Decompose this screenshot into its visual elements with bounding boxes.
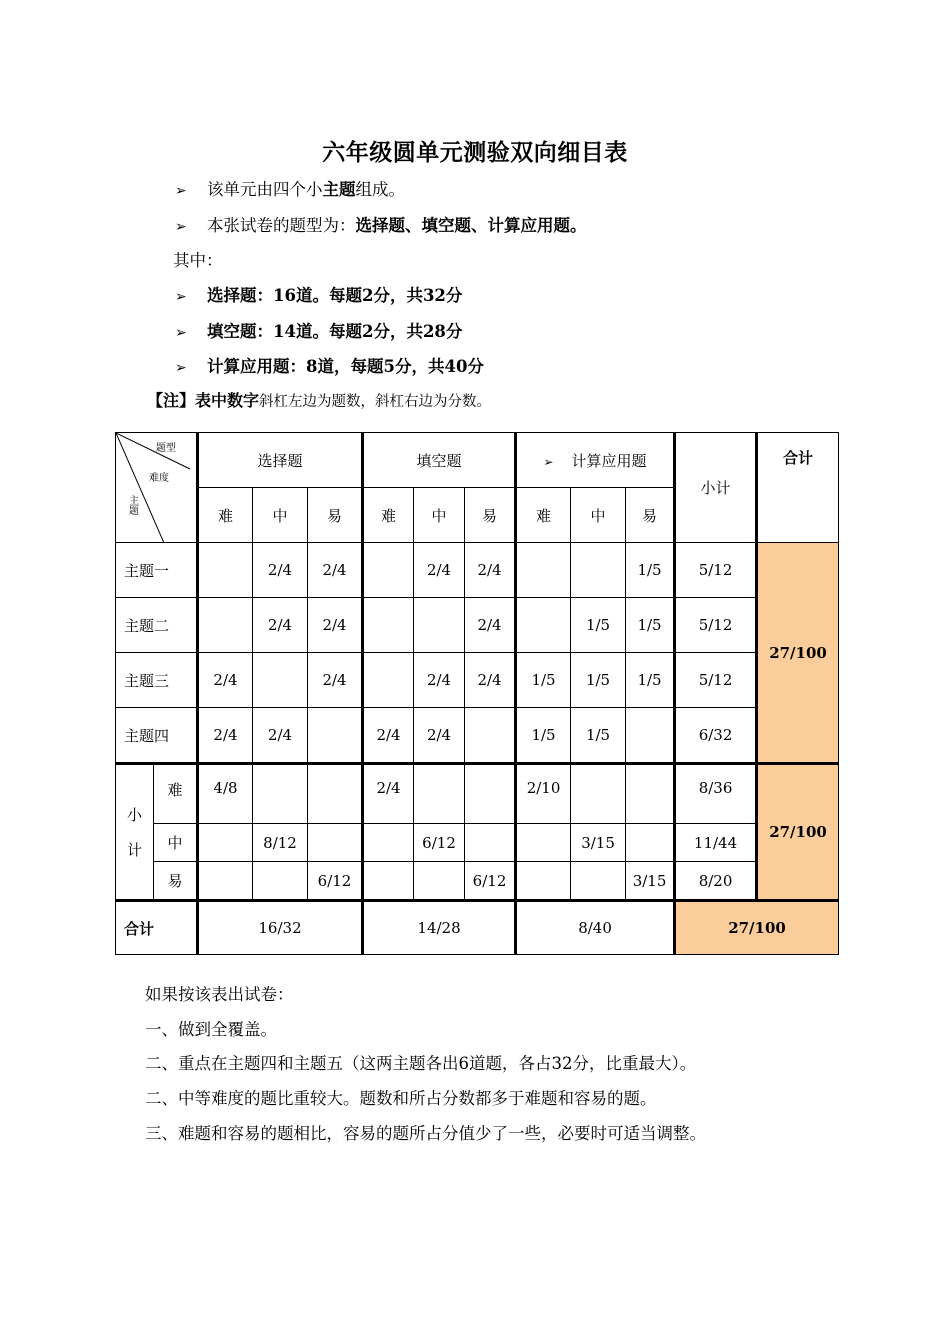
- table-cell: 2/4: [414, 543, 465, 598]
- table-cell: [516, 824, 571, 862]
- table-cell: [363, 598, 414, 653]
- table-cell: 6/12: [308, 862, 363, 901]
- table-cell: [308, 824, 363, 862]
- topic-label: 主题二: [116, 598, 198, 653]
- table-cell: [626, 824, 675, 862]
- table-cell: 1/5: [571, 653, 626, 708]
- table-row: [116, 824, 839, 862]
- group-header-calc: [516, 433, 675, 488]
- table-cell: 2/4: [253, 598, 308, 653]
- row-subtotal: 8/20: [675, 862, 757, 901]
- table-cell: 1/5: [626, 598, 675, 653]
- page-title: 六年级圆单元测验双向细目表: [322, 140, 628, 166]
- table-cell: 2/4: [253, 543, 308, 598]
- table-cell: 6/12: [465, 862, 516, 901]
- table-cell: 2/4: [414, 653, 465, 708]
- item-text: 填空题：14道。每题2分，共28分: [207, 322, 463, 341]
- level-header: 难: [363, 488, 414, 543]
- level-header: 易: [308, 488, 363, 543]
- intro-line-2: [175, 212, 587, 236]
- table-row: [116, 653, 839, 708]
- table-cell: [253, 653, 308, 708]
- table-cell: [198, 543, 253, 598]
- intro-item-choice: [175, 282, 462, 306]
- group-total: 14/28: [363, 901, 516, 955]
- table-cell: 2/4: [308, 543, 363, 598]
- table-cell: [253, 862, 308, 901]
- table-cell: [363, 824, 414, 862]
- level-header: 难: [198, 488, 253, 543]
- detail-table: [115, 432, 839, 955]
- corner-header-cell: [116, 433, 198, 543]
- total-col-header: 合计: [757, 433, 839, 543]
- topics-total-cell: 27/100: [757, 543, 839, 764]
- table-row: [116, 764, 839, 824]
- topic-label: 主题三: [116, 653, 198, 708]
- table-cell: 2/4: [198, 653, 253, 708]
- level-header: 中: [414, 488, 465, 543]
- table-cell: [465, 708, 516, 764]
- level-header: 中: [571, 488, 626, 543]
- table-cell: [308, 764, 363, 824]
- intro-text: 该单元由四个小: [207, 180, 323, 199]
- topic-label: 主题四: [116, 708, 198, 764]
- table-cell: 2/4: [465, 543, 516, 598]
- table-cell: [253, 764, 308, 824]
- table-cell: 1/5: [571, 598, 626, 653]
- subtotal-row-label: [116, 764, 154, 901]
- arrow-bullet-icon: ➢: [175, 289, 187, 305]
- level-header: 易: [465, 488, 516, 543]
- table-cell: 6/12: [414, 824, 465, 862]
- table-cell: 2/4: [363, 764, 414, 824]
- table-cell: [571, 543, 626, 598]
- note-bracket: 【注】: [147, 391, 196, 410]
- table-cell: [414, 862, 465, 901]
- table-cell: [414, 764, 465, 824]
- table-cell: [198, 598, 253, 653]
- level-header: 中: [253, 488, 308, 543]
- level-label: 中: [154, 824, 198, 862]
- table-cell: 2/4: [465, 653, 516, 708]
- table-cell: [308, 708, 363, 764]
- row-subtotal: 5/12: [675, 543, 757, 598]
- subtotal-label-char: 小: [126, 806, 142, 824]
- note-keyword: 表中数字: [195, 391, 260, 410]
- row-subtotal: 5/12: [675, 653, 757, 708]
- table-row: [116, 708, 839, 764]
- table-cell: [626, 708, 675, 764]
- table-cell: [414, 598, 465, 653]
- table-cell: [465, 824, 516, 862]
- item-text: 选择题：16道。每题2分，共32分: [207, 286, 463, 305]
- table-cell: [465, 764, 516, 824]
- table-row: [116, 862, 839, 901]
- question-types: 选择题、填空题、计算应用题。: [355, 216, 587, 235]
- intro-text: 组成。: [355, 180, 405, 199]
- level-label: 易: [154, 862, 198, 901]
- arrow-bullet-icon: ➢: [175, 183, 187, 199]
- intro-keyword: 主题: [322, 180, 356, 199]
- table-cell: [363, 862, 414, 901]
- table-cell: 8/12: [253, 824, 308, 862]
- table-cell: [516, 543, 571, 598]
- footer-line: 二、重点在主题四和主题五（这两主题各出6道题，各占32分，比重最大）。: [145, 1054, 697, 1073]
- level-label: 难: [154, 764, 198, 824]
- row-subtotal: 11/44: [675, 824, 757, 862]
- table-cell: [571, 862, 626, 901]
- table-cell: 1/5: [516, 653, 571, 708]
- intro-text: 本张试卷的题型为：: [207, 216, 356, 235]
- table-row: [116, 598, 839, 653]
- grand-total-cell: 27/100: [675, 901, 839, 955]
- table-cell: 3/15: [626, 862, 675, 901]
- intro-item-calc: [175, 353, 484, 377]
- table-cell: 2/4: [253, 708, 308, 764]
- table-cell: [516, 862, 571, 901]
- intro-line-3: 其中：: [173, 251, 223, 270]
- table-cell: 1/5: [516, 708, 571, 764]
- arrow-bullet-icon: ➢: [543, 454, 554, 469]
- item-text: 计算应用题：8道，每题5分，共40分: [207, 357, 484, 376]
- footer-line: 如果按该表出试卷：: [145, 985, 294, 1004]
- table-cell: 2/4: [308, 598, 363, 653]
- table-cell: 3/15: [571, 824, 626, 862]
- table-cell: 2/10: [516, 764, 571, 824]
- table-cell: 1/5: [571, 708, 626, 764]
- total-row-label: 合计: [116, 901, 198, 955]
- topic-label: 主题一: [116, 543, 198, 598]
- detail-table-wrap: [115, 432, 839, 955]
- group-header-calc-label: 计算应用题: [571, 451, 647, 470]
- row-subtotal: 8/36: [675, 764, 757, 824]
- footer-line: 二、中等难度的题比重较大。题数和所占分数都多于难题和容易的题。: [145, 1089, 657, 1108]
- group-total: 8/40: [516, 901, 675, 955]
- subtotal-col-header: 小计: [675, 433, 757, 543]
- footer-line: 一、做到全覆盖。: [145, 1020, 277, 1039]
- group-total: 16/32: [198, 901, 363, 955]
- group-header-fill: 填空题: [363, 433, 516, 488]
- table-cell: 1/5: [626, 653, 675, 708]
- corner-topic-label: 主题: [129, 496, 139, 517]
- footer-line: 三、难题和容易的题相比，容易的题所占分值少了一些，必要时可适当调整。: [145, 1124, 706, 1143]
- table-cell: [626, 764, 675, 824]
- level-header: 易: [626, 488, 675, 543]
- row-subtotal: 5/12: [675, 598, 757, 653]
- table-cell: 2/4: [363, 708, 414, 764]
- subtotal-label-char: 计: [126, 841, 142, 859]
- table-row: [116, 543, 839, 598]
- arrow-bullet-icon: ➢: [175, 219, 187, 235]
- table-cell: [198, 862, 253, 901]
- table-cell: 4/8: [198, 764, 253, 824]
- table-cell: [363, 653, 414, 708]
- table-note: [147, 388, 491, 411]
- table-cell: [363, 543, 414, 598]
- subtotals-total-cell: 27/100: [757, 764, 839, 901]
- table-cell: 2/4: [308, 653, 363, 708]
- table-cell: 2/4: [198, 708, 253, 764]
- table-cell: [516, 598, 571, 653]
- level-header: 难: [516, 488, 571, 543]
- intro-item-fill: [175, 318, 462, 342]
- table-cell: 2/4: [414, 708, 465, 764]
- note-text: 斜杠左边为题数，斜杠右边为分数。: [259, 394, 492, 410]
- arrow-bullet-icon: ➢: [175, 325, 187, 341]
- group-header-choice: 选择题: [198, 433, 363, 488]
- table-cell: 1/5: [626, 543, 675, 598]
- intro-line-1: [175, 176, 405, 200]
- table-row: [116, 901, 839, 955]
- arrow-bullet-icon: ➢: [175, 360, 187, 376]
- table-cell: [198, 824, 253, 862]
- row-subtotal: 6/32: [675, 708, 757, 764]
- table-cell: [571, 764, 626, 824]
- corner-type-label: 题型: [156, 443, 176, 454]
- table-cell: 2/4: [465, 598, 516, 653]
- corner-difficulty-label: 难度: [149, 473, 169, 484]
